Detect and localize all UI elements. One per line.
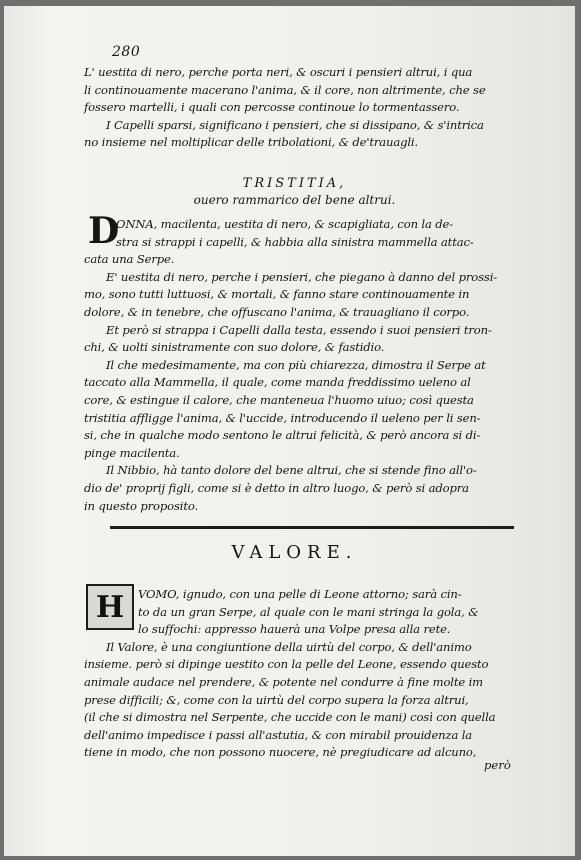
text-line: Il che medesimamente, ma con più chiarezza, dimostra il Serpe at (106, 357, 486, 372)
section-heading-tristitia: TRISTITIA, (242, 176, 347, 191)
text-line: mo, sono tutti luttuosi, & mortali, & fanno stare continouamente in (84, 287, 470, 302)
text-line: Il Nibbio, hà tanto dolore del bene altrui, che si stende fino all'o- (106, 463, 477, 478)
text-line: chi, & uolti sinistramente con suo dolore, & fastidio. (84, 340, 385, 355)
text-line: si, che in qualche modo sentono le altrui felicità, & però ancora si di- (84, 428, 481, 443)
paragraph (84, 639, 524, 762)
text-line: in questo proposito. (84, 498, 199, 513)
text-line: li continouamente macerano l'anima, & il core, non altrimente, che se (84, 82, 486, 97)
text-line: dio de' proprij figli, come si è detto in altro luogo, & però si adopra (84, 480, 469, 495)
text-line: Et però si strappa i Capelli dalla testa, essendo i suoi pensieri tron- (106, 322, 492, 337)
text-line: tiene in modo, che non possono nuocere, nè pregiudicare ad alcuno, (84, 745, 477, 760)
text-line: prese difficili; &, come con la uirtù del corpo supera la forza altrui, (84, 692, 469, 707)
text-line: I Capelli sparsi, significano i pensieri, che si dissipano, & s'intrica (106, 117, 484, 132)
text-line: VOMO, ignudo, con una pelle di Leone attorno; sarà cin- (138, 587, 462, 601)
text-line: L' uestita di nero, perche porta neri, & oscuri i pensieri altrui, i qua (84, 65, 473, 79)
text-line: to da un gran Serpe, al quale con le mani stringa la gola, & (138, 604, 479, 619)
text-line: E' uestita di nero, perche i pensieri, che piegano à danno del prossi- (106, 269, 498, 284)
section-subheading-tristitia: ouero rammarico del bene altrui. (193, 193, 396, 207)
paragraph (84, 216, 524, 269)
text-line: Il Valore, è una congiuntione della uirtù del corpo, & dell'animo (106, 639, 472, 654)
catchword: però (484, 758, 511, 772)
paragraph (84, 586, 524, 639)
top-text-block (84, 64, 524, 152)
text-line: lo suffochi: appresso hauerà una Volpe presa alla rete. (138, 622, 451, 637)
drop-cap-letter: H (95, 589, 125, 625)
text-line: pinge macilenta. (84, 445, 180, 460)
page-number: 280 (112, 44, 141, 60)
paragraph (84, 64, 524, 117)
section-heading-valore: VALORE. (231, 542, 358, 563)
paragraph (84, 462, 524, 515)
text-line: tristitia affligge l'anima, & l'uccide, introducendo il ueleno per li sen- (84, 410, 481, 425)
text-line: taccato alla Mammella, il quale, come manda freddissimo ueleno al (84, 375, 471, 390)
text-line: dell'animo impedisce i passi all'astutia, & con mirabil prouidenza la (84, 727, 473, 742)
text-line: insieme. però si dipinge uestito con la pelle del Leone, essendo questo (84, 657, 489, 672)
text-line: (il che si dimostra nel Serpente, che uccide con le mani) così con quella (84, 710, 496, 725)
text-line: dolore, & in tenebre, che offuscano l'anima, & trauagliano il corpo. (84, 304, 470, 319)
section-divider-rule (110, 526, 514, 529)
text-line: ONNA, macilenta, uestita di nero, & scapigliata, con la de- (116, 217, 454, 231)
text-line: cata una Serpe. (84, 252, 175, 267)
paragraph (84, 357, 524, 463)
drop-cap-tristitia: D (88, 210, 120, 252)
text-line: stra si strappi i capelli, & habbia alla sinistra mammella attac- (116, 234, 474, 249)
text-line: fossero martelli, i quali con percosse continoue lo tormentassero. (84, 100, 460, 115)
paragraph (84, 117, 524, 152)
book-page (4, 6, 575, 856)
tristitia-text-block (84, 216, 524, 515)
valore-text-block (84, 586, 524, 762)
paragraph (84, 322, 524, 357)
paragraph (84, 269, 524, 322)
text-line: no insieme nel moltiplicar delle tribolationi, & de'trauagli. (84, 135, 419, 150)
text-line: animale audace nel prendere, & potente nel condurre à fine molte im (84, 674, 483, 689)
text-line: core, & estingue il calore, che manteneua l'huomo uiuo; così questa (84, 392, 474, 407)
